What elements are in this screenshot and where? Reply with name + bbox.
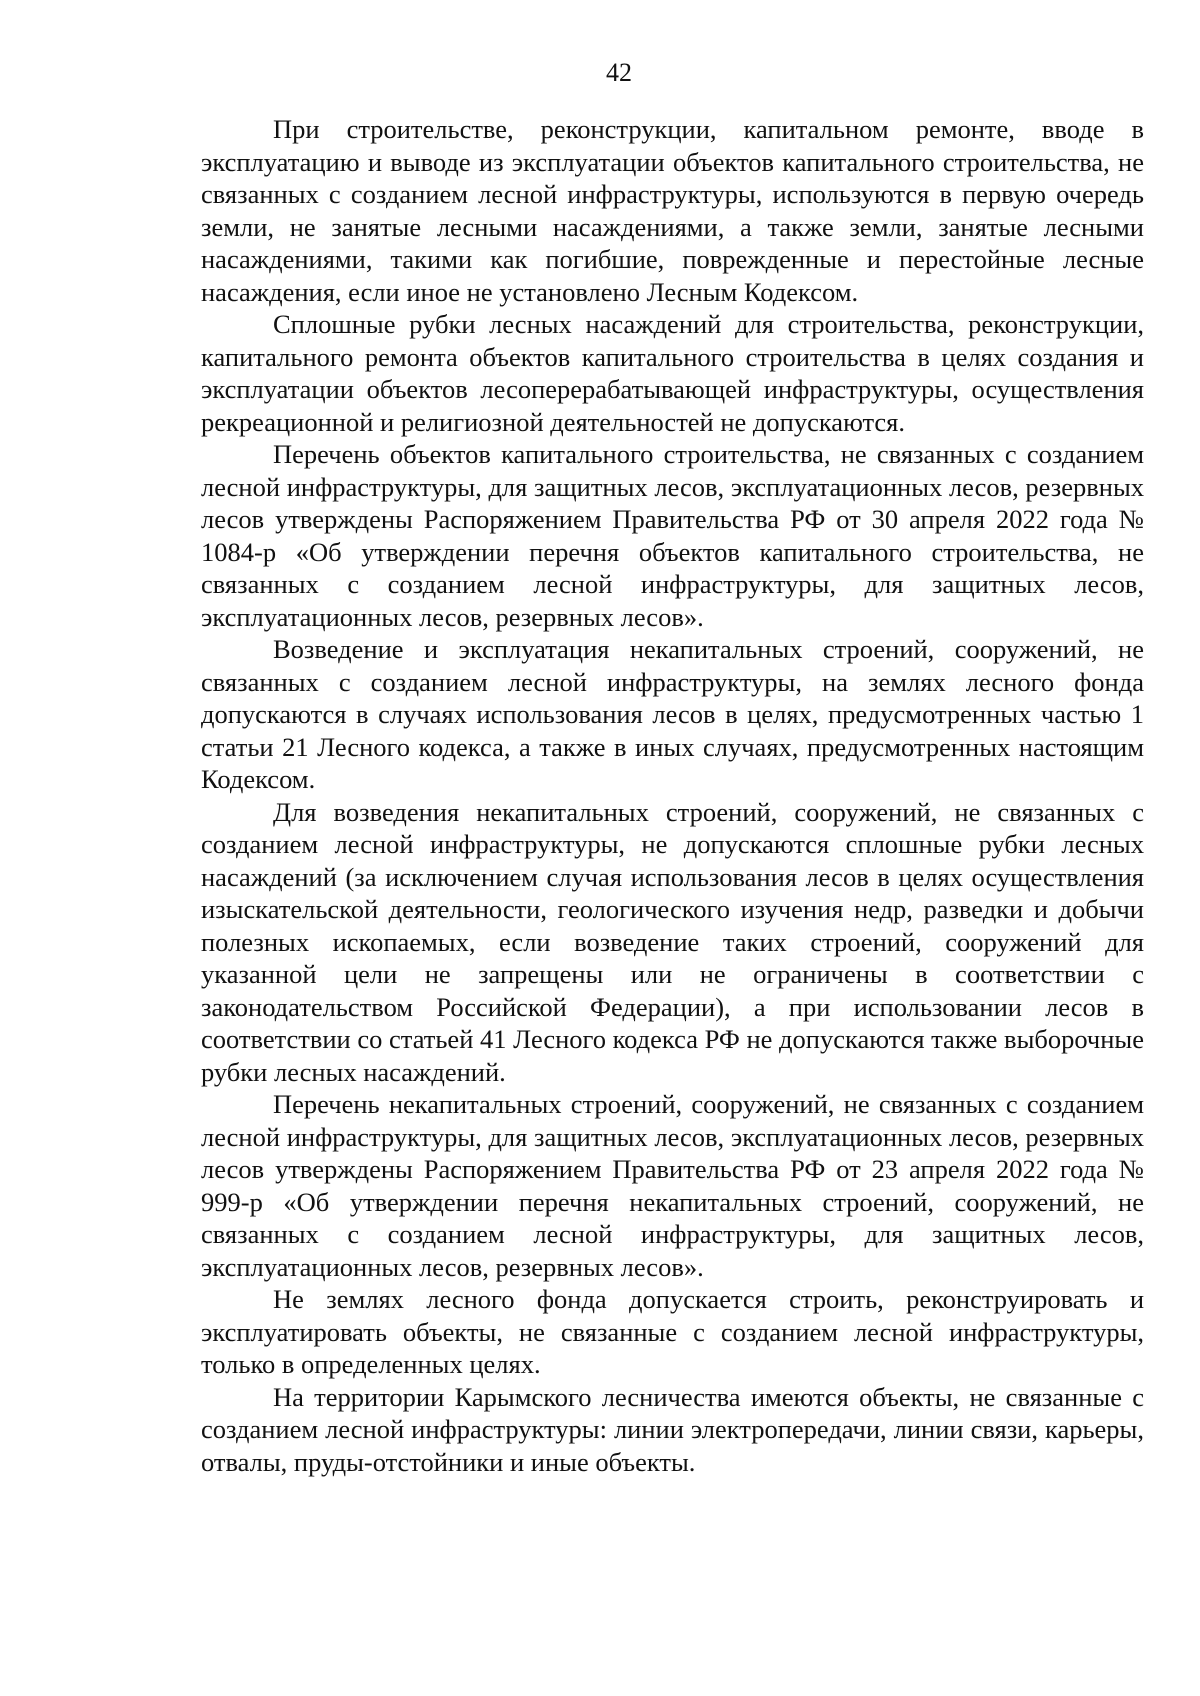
paragraph-construction-land-use: При строительстве, реконструкции, капитальном ремонте, вводе в эксплуатацию и выводе из эксплуатации объектов капитального строительства, не связанных с созданием лесной инфраструктуры, используются в первую очередь земли, не занятые лесными насаждениями, а также земли, занятые лесными насаждениями, такими как погибшие, поврежденные и перестойные лесные насаждения, если иное не установлено Лесным Кодексом. (201, 114, 1144, 307)
page-number: 42 (606, 58, 632, 87)
paragraph-capital-objects-list: Перечень объектов капитального строительства, не связанных с созданием лесной инфраструктуры, для защитных лесов, эксплуатационных лесов, резервных лесов утверждены Распоряжением Правительства РФ от 30 апреля 2022 года № 1084-р «Об утверждении перечня объектов капитального строительства, не связанных с созданием лесной инфраструктуры, для защитных лесов, эксплуатационных лесов, резервных лесов». (201, 439, 1144, 632)
paragraph-forest-fund-construction: Не землях лесного фонда допускается строить, реконструировать и эксплуатировать объекты, не связанные с созданием лесной инфраструктуры, только в определенных целях. (201, 1284, 1144, 1379)
document-body (201, 113, 1144, 1478)
paragraph-non-capital-cutting-rules: Для возведения некапитальных строений, сооружений, не связанных с созданием лесной инфраструктуры, не допускаются сплошные рубки лесных насаждений (за исключением случая использования лесов в целях осуществления изыскательской деятельности, геологического изучения недр, разведки и добычи полезных ископаемых, если возведение таких строений, сооружений для указанной цели не запрещены или не ограничены в соответствии с законодательством Российской Федерации), а при использовании лесов в соответствии со статьей 41 Лесного кодекса РФ не допускаются также выборочные рубки лесных насаждений. (201, 796, 1144, 1087)
paragraph-karymsky-objects: На территории Карымского лесничества имеются объекты, не связанные с созданием лесной инфраструктуры: линии электропередачи, линии связи, карьеры, отвалы, пруды-отстойники и иные объекты. (201, 1381, 1144, 1477)
paragraph-non-capital-structures: Возведение и эксплуатация некапитальных строений, сооружений, не связанных с созданием лесной инфраструктуры, на землях лесного фонда допускаются в случаях использования лесов в целях, предусмотренных частью 1 статьи 21 Лесного кодекса, а также в иных случаях, предусмотренных настоящим Кодексом. (201, 634, 1144, 794)
paragraph-clear-cutting-prohibition: Сплошные рубки лесных насаждений для строительства, реконструкции, капитального ремонта объектов капитального строительства в целях создания и эксплуатации объектов лесоперерабатывающей инфраструктуры, осуществления рекреационной и религиозной деятельностей не допускаются. (201, 309, 1144, 437)
paragraph-non-capital-objects-list: Перечень некапитальных строений, сооружений, не связанных с созданием лесной инфраструктуры, для защитных лесов, эксплуатационных лесов, резервных лесов утверждены Распоряжением Правительства РФ от 23 апреля 2022 года № 999-р «Об утверждении перечня некапитальных строений, сооружений, не связанных с созданием лесной инфраструктуры, для защитных лесов, эксплуатационных лесов, резервных лесов». (201, 1089, 1144, 1282)
